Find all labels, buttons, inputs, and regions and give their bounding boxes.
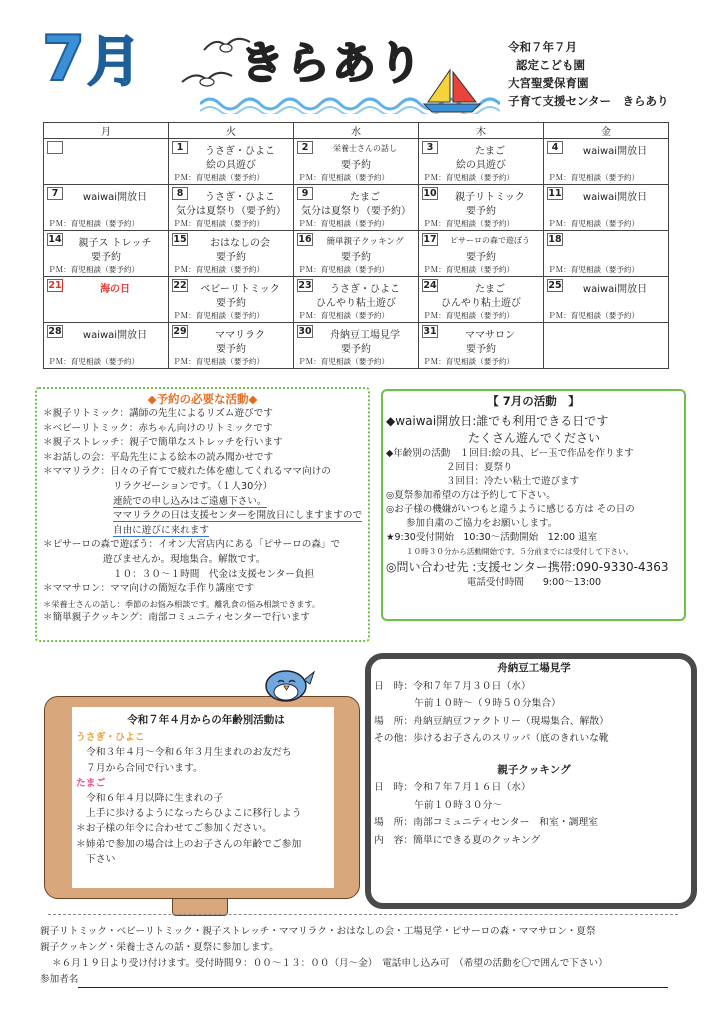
calendar-cell — [419, 231, 544, 277]
calendar-event-detail: 絵の具遊び — [456, 160, 506, 171]
calendar-day-number: 31 — [423, 326, 437, 337]
calendar-event: たまご — [475, 284, 505, 295]
calendar-cell — [294, 139, 419, 185]
calendar-event-detail: 要予約 — [341, 252, 371, 263]
newsletter-title: きらあり — [240, 38, 424, 89]
seagull-icon — [180, 68, 234, 94]
calendar-day-number: 18 — [548, 234, 562, 245]
footer-line: 親子リトミック・ベビーリトミック・親子ストレッチ・ママリラク・おはなしの会・工場見学・ピサーロの森・ママサロン・夏祭 — [40, 926, 596, 937]
calendar-event-detail: 要予約 — [216, 298, 246, 309]
calendar-cell — [419, 185, 544, 231]
calendar-event: 栄養士さんの話し — [333, 144, 397, 153]
calendar-day-number: 2 — [297, 141, 313, 154]
calendar-cell — [169, 139, 294, 185]
calendar-day-number: 28 — [48, 326, 62, 337]
calendar-pm-note: ＰＭ：育児相談（要予約） — [173, 357, 265, 366]
calendar-event-detail: 気分は夏祭り（要予約） — [176, 206, 286, 217]
calendar-event-detail: 要予約 — [216, 252, 246, 263]
calendar-event: 海の日 — [100, 284, 130, 295]
calendar-pm-note: ＰＭ：育児相談（要予約） — [298, 357, 390, 366]
list-item: 自由に遊びに来れます — [113, 524, 209, 536]
calendar-day-number — [47, 141, 63, 154]
list-item: ＊姉弟で参加の場合は上のお子さんの年齢でご参加 — [76, 838, 302, 850]
list-item: ◎夏祭参加希望の方は予約して下さい。 — [386, 490, 556, 501]
calendar-day-number: 21 — [48, 280, 62, 291]
weekday-thu: 木 — [419, 123, 544, 139]
list-item: ＊ママリラク：日々の子育てで疲れた体を癒してくれるママ向けの — [43, 466, 331, 478]
list-item: ＊ピサーロの森で遊ぼう：イオン大宮店内にある「ピサーロの森」で — [43, 539, 341, 551]
age-heading: 令和７年４月からの年齢別活動は — [127, 714, 285, 726]
list-item: ２回目：夏祭り — [446, 462, 513, 473]
calendar-pm-note: ＰＭ：育児相談（要予約） — [48, 265, 140, 274]
calendar-cell — [419, 323, 544, 369]
calendar-cell — [294, 323, 419, 369]
calendar-pm-note: ＰＭ：育児相談（要予約） — [48, 219, 140, 228]
weekday-mon: 月 — [44, 123, 169, 139]
calendar-event: waiwai開放日 — [82, 192, 148, 203]
calendar-event: 親子リトミック — [455, 192, 525, 203]
calendar-day-number: 9 — [297, 187, 313, 200]
events-text — [374, 660, 694, 849]
calendar-pm-note: ＰＭ：育児相談（要予約） — [548, 219, 640, 228]
calendar-event: 簡単親子クッキング — [326, 237, 404, 247]
calendar-cell — [44, 185, 169, 231]
participant-name-field[interactable] — [78, 976, 668, 988]
sailboat-icon — [420, 66, 484, 116]
calendar-event-detail: 絵の具遊び — [206, 160, 256, 171]
calendar-day-number: 24 — [423, 280, 437, 291]
calendar-day-number: 4 — [547, 141, 563, 154]
calendar-cell — [44, 231, 169, 277]
weekday-wed: 水 — [294, 123, 419, 139]
calendar-event: 親子ス トレッチ — [78, 238, 152, 249]
group-usagi-hiyoko: うさぎ・ひよこ — [76, 732, 145, 744]
list-item: ＊ベビーリトミック：赤ちゃん向けのリトミックです — [43, 422, 273, 434]
calendar-day-number: 8 — [172, 187, 188, 200]
calendar-event: ママサロン — [465, 330, 515, 341]
calendar-event: waiwai開放日 — [82, 330, 148, 341]
list-item: 日 時：令和７年７月１６日（水） — [374, 782, 531, 793]
calendar-event: 舟納豆工場見学 — [330, 330, 400, 341]
calendar-event: waiwai開放日 — [582, 146, 648, 157]
calendar-pm-note: ＰＭ：育児相談（要予約） — [548, 265, 640, 274]
list-item: ◆年齢別の活動 １回目:絵の具、ビー玉で作品を作ります — [386, 448, 634, 459]
calendar-day-number: 10 — [423, 188, 437, 199]
activities-body — [386, 413, 682, 590]
footer-line: 親子クッキング・栄養士さんの話・夏祭に参加します。 — [40, 942, 279, 953]
calendar-event: たまご — [475, 146, 505, 157]
contact-phone: ◎問い合わせ先 :支援センター携帯:090-9330-4363 — [386, 560, 669, 574]
calendar-pm-note: ＰＭ：育児相談（要予約） — [173, 173, 265, 182]
calendar-pm-note: ＰＭ：育児相談（要予約） — [298, 311, 390, 320]
calendar-cell — [419, 139, 544, 185]
calendar-pm-note: ＰＭ：育児相談（要予約） — [173, 265, 265, 274]
calendar-pm-note: ＰＭ：育児相談（要予約） — [298, 173, 390, 182]
header — [0, 0, 718, 120]
bird-icon — [256, 660, 316, 706]
list-item: 参加自粛のご協力をお願いします。 — [406, 518, 558, 529]
calendar-event: たまご — [350, 192, 380, 203]
calendar-pm-note: ＰＭ：育児相談（要予約） — [548, 173, 640, 182]
calendar-day-number: 16 — [298, 234, 312, 245]
list-item: 上手に歩けるようになったらひよこに移行しよう — [86, 808, 302, 820]
calendar-day-number: 11 — [548, 188, 562, 199]
calendar-day-number: 1 — [172, 141, 188, 154]
calendar-event: おはなしの会 — [210, 238, 270, 249]
calendar-event-detail: ひんやり粘土遊び — [441, 298, 521, 309]
calendar-week-row — [44, 277, 669, 323]
calendar-pm-note: ＰＭ：育児相談（要予約） — [548, 311, 640, 320]
list-item: その他：歩けるお子さんのスリッパ（底のきれいな靴 — [374, 733, 609, 744]
list-item: リラクゼーションです。（１人30分） — [113, 480, 273, 492]
list-item: １０：３０～１時間 代金は支援センター負担 — [113, 568, 315, 580]
calendar-event: ベビーリトミック — [200, 284, 280, 295]
age-activities-text — [76, 713, 336, 867]
calendar-cell — [169, 185, 294, 231]
calendar-cell — [544, 139, 669, 185]
calendar-cell — [544, 231, 669, 277]
list-item: ◎お子様の機嫌がいつもと違うように感じる方は その日の — [386, 504, 635, 515]
list-item: 場 所：舟納豆納豆ファクトリー（現場集合、解散） — [374, 715, 609, 727]
calendar-cell — [169, 277, 294, 323]
list-item: 午前１０時３０分～ — [414, 799, 503, 811]
list-item: 午前１０時～（９時５０分集合） — [414, 698, 561, 709]
calendar-week-row — [44, 231, 669, 277]
calendar-event-detail: 要予約 — [466, 344, 496, 355]
calendar-event-detail: 要予約 — [466, 252, 496, 263]
list-item: 遊びませんか。現地集合。解散です。 — [103, 553, 266, 565]
list-item: 令和６年４月以降に生まれの子 — [86, 793, 224, 805]
calendar-day-number: 15 — [173, 234, 187, 245]
calendar-event: うさぎ・ひよこ — [205, 192, 275, 203]
list-item: ＊お子様の年令に合わせてご参加ください。 — [76, 823, 272, 835]
calendar-cell — [44, 323, 169, 369]
calendar-cell — [294, 277, 419, 323]
july-activities-box — [381, 389, 686, 621]
cooking-title: 親子クッキング — [497, 763, 571, 776]
calendar-pm-note: ＰＭ：育児相談（要予約） — [423, 357, 515, 366]
list-item: ３回目：冷たい粘土で遊びます — [446, 476, 580, 487]
footer-line: ＊６月１９日より受け付けます。受付時間９：００～１３：００（月～金） 電話申し込み可 （希望の活動を〇で囲んで下さい） — [52, 958, 608, 969]
list-item: ママリラクの日は支援センターを開放日にしますますので — [113, 510, 363, 522]
calendar-pm-note: ＰＭ：育児相談（要予約） — [298, 219, 390, 228]
list-item: 場 所：南部コミュニティセンター 和室・調理室 — [374, 817, 598, 828]
calendar-day-number: 3 — [422, 141, 438, 154]
calendar-event-detail: 要予約 — [216, 344, 246, 355]
list-item: ＊お話しの会：平島先生による絵本の読み聞かせです — [43, 451, 274, 463]
calendar-cell — [44, 139, 169, 185]
calendar-event: waiwai開放日 — [582, 284, 648, 295]
calendar-event-detail: 気分は夏祭り（要予約） — [301, 206, 411, 217]
calendar-event: うさぎ・ひよこ — [205, 146, 275, 157]
calendar-day-number: 7 — [47, 187, 63, 200]
group-tamago: たまご — [76, 777, 106, 789]
calendar-pm-note: ＰＭ：育児相談（要予約） — [48, 357, 140, 366]
calendar-event-detail: 要予約 — [466, 206, 496, 217]
monthly-calendar — [43, 122, 669, 369]
calendar-day-number: 23 — [298, 280, 312, 291]
calendar-pm-note: ＰＭ：育児相談（要予約） — [423, 219, 515, 228]
list-item: ７月から合同で行います。 — [86, 762, 203, 774]
calendar-event-detail: 要予約 — [91, 252, 121, 263]
list-item: ＊ママサロン：ママ向けの簡短な手作り講座です — [43, 583, 255, 595]
calendar-cell — [544, 185, 669, 231]
calendar-event: うさぎ・ひよこ — [330, 284, 400, 295]
calendar-day-number: 30 — [298, 326, 312, 337]
calendar-cell — [169, 323, 294, 369]
calendar-day-number: 29 — [173, 326, 187, 337]
calendar-pm-note: ＰＭ：育児相談（要予約） — [298, 265, 390, 274]
list-item: ★9:30受付開始 10:30～活動開始 12:00 退室 — [386, 532, 598, 543]
list-item: ＊親子リトミック：講師の先生によるリズム遊びです — [43, 408, 273, 419]
calendar-event-detail: 要予約 — [341, 160, 371, 171]
list-item: １０時３０分から活動開始です。５分前までには受付して下さい。 — [406, 547, 634, 556]
calendar-week-row — [44, 139, 669, 185]
calendar-pm-note: ＰＭ：育児相談（要予約） — [173, 219, 265, 228]
calendar-cell — [44, 277, 169, 323]
participant-label: 参加者名 — [40, 974, 79, 985]
reservation-list — [43, 407, 366, 626]
calendar-day-number: 22 — [173, 280, 187, 291]
reservation-activities-box — [35, 387, 370, 642]
calendar-event: ピサーロの森で遊ぼう — [450, 236, 530, 245]
calendar-cell — [419, 277, 544, 323]
calendar-pm-note: ＰＭ：育児相談（要予約） — [423, 311, 515, 320]
list-item: 下さい — [86, 853, 116, 865]
list-item: ＊栄養士さんの話し：季節のお悩み相談です。離乳食の悩み相談できます。 — [43, 598, 321, 609]
list-item: 令和３年４月～令和６年３月生まれのお友だち — [86, 747, 292, 759]
calendar-cell — [294, 231, 419, 277]
calendar-cell — [169, 231, 294, 277]
calendar-day-number: 14 — [48, 234, 62, 245]
cut-line — [48, 914, 678, 915]
signup-footer — [40, 924, 700, 988]
factory-title: 舟納豆工場見学 — [497, 662, 571, 674]
calendar-pm-note: ＰＭ：育児相談（要予約） — [423, 173, 515, 182]
calendar-cell — [294, 185, 419, 231]
calendar-event: ママリラク — [215, 330, 265, 341]
calendar-cell — [544, 277, 669, 323]
weekday-fri: 金 — [544, 123, 669, 139]
phone-hours: 電話受付時間 9:00～13:00 — [466, 577, 602, 588]
calendar-pm-note: ＰＭ：育児相談（要予約） — [423, 265, 515, 274]
list-item: ◆waiwai開放日:誰でも利用できる日です — [386, 414, 609, 428]
list-item: 日 時：令和７年７月３０日（水） — [374, 680, 531, 692]
calendar-day-number: 25 — [548, 280, 562, 291]
calendar-cell — [544, 323, 669, 369]
list-item: たくさん遊んでください — [467, 431, 600, 445]
list-item: 内 容：簡単にできる夏のクッキング — [374, 834, 541, 846]
calendar-day-number: 17 — [423, 234, 437, 245]
month-title: 7 月 — [42, 22, 138, 95]
list-item: 連続での申し込みはご遠慮下さい。 — [113, 495, 267, 507]
list-item: ＊簡単親子クッキング：南部コミュニティセンターで行います — [43, 612, 310, 624]
organization-info: 令和７年７月 認定こども園 大宮聖愛保育園 子育て支援センター きらあり — [508, 40, 669, 108]
calendar-event-detail: ひんやり粘土遊び — [316, 298, 396, 309]
weekday-header-row — [44, 123, 669, 139]
calendar-week-row — [44, 185, 669, 231]
calendar-week-row — [44, 323, 669, 369]
reservation-title: ◆予約の必要な活動◆ — [147, 392, 258, 406]
calendar-pm-note: ＰＭ：育児相談（要予約） — [173, 311, 265, 320]
activities-title: 【 7月の活動 】 — [487, 394, 580, 408]
calendar-event-detail: 要予約 — [341, 344, 371, 355]
list-item: ＊親子ストレッチ：親子で簡単なストレッチを行います — [43, 437, 283, 449]
calendar-event: waiwai開放日 — [582, 192, 648, 203]
weekday-tue: 火 — [169, 123, 294, 139]
